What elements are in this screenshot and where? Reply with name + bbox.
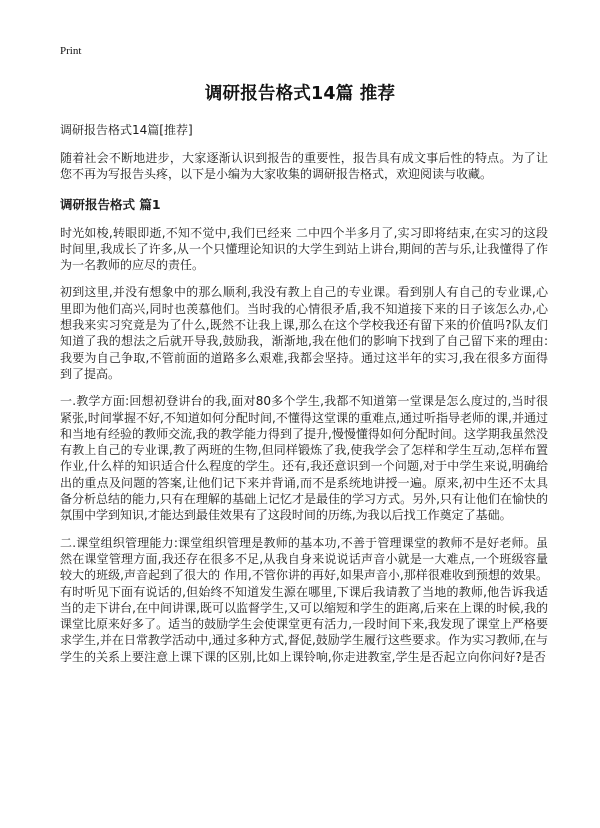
- document-body: [60, 122, 548, 676]
- body-paragraph: 二.课堂组织管理能力:课堂组织管理是教师的基本功,不善于管理课堂的教师不是好老师。虽然在课堂管理方面,我还存在很多不足,从我自身来说说话声音小就是一大难点,一个班级容量较大的班级,声音起到了很大的 作用,不管你讲的再好,如果声音小,那样很难收到预想的效果。有时听见下面有说话的,但始终不知道发生源在哪里,下课后我请教了当地的教师,他告诉我适当的走下讲台,在中间讲课,既可以监督学生,又可以缩短和学生的距离,后来在上课的时候,我的课堂比原来好多了。适当的鼓励学生会使课堂更有活力,一段时间下来,我发现了课堂上严格要求学生,并在日常教学活动中,通过多种方式,督促,鼓励学生履行这些要求。作为实习教师,在与学生的关系上要注意上课下课的区别,比如上课铃响,你走进教室,学生是否起立向你问好?是否: [60, 535, 548, 664]
- page-title: 调研报告格式14篇 推荐: [204, 84, 396, 104]
- print-link[interactable]: Print: [60, 45, 82, 57]
- document-subtitle: 调研报告格式14篇[推荐]: [60, 123, 193, 137]
- body-paragraph: 一.教学方面:回想初登讲台的我,面对80多个学生,我都不知道第一堂课是怎么度过的,当时很紧张,时间掌握不好,不知道如何分配时间,不懂得这堂课的重难点,通过听指导老师的课,并通过和当地有经验的教师交流,我的教学能力得到了提升,慢慢懂得如何分配时间。这学期我虽然没有教上自己的专业课,教了两班的生物,但同样锻炼了我,使我学会了怎样和学生互动,怎样布置作业,什么样的知识适合什么程度的学生。还有,我还意识到一个问题,对于中学生来说,明确给出的重点及问题的答案,让他们记下来并背诵,而不是系统地讲授一遍。原来,初中生还不太具备分析总结的能力,只有在理解的基础上记忆才是最佳的学习方式。另外,只有让他们在愉快的氛围中学到知识,才能达到最佳效果有了这段时间的历练,为我以后找工作奠定了基础。: [60, 394, 548, 523]
- intro-paragraph: 随着社会不断地进步，大家逐渐认识到报告的重要性，报告具有成文事后性的特点。为了让您不再为写报告头疼，以下是小编为大家收集的调研报告格式，欢迎阅读与收藏。: [60, 151, 548, 182]
- body-paragraph: 时光如梭,转眼即逝,不知不觉中,我们已经来 二中四个半多月了,实习即将结束,在实习的这段时间里,我成长了许多,从一个只懂理论知识的大学生到站上讲台,期间的苦与乐,让我懂得了作为一名教师的应尽的责任。: [60, 225, 548, 273]
- body-paragraph: 初到这里,并没有想象中的那么顺利,我没有教上自己的专业课。看到别人有自己的专业课,心里即为他们高兴,同时也羡慕他们。当时我的心情很矛盾,我不知道接下来的日子该怎么办,心想我来实习究竟是为了什么,既然不让我上课,那么在这个学校我还有留下来的价值吗?队友们知道了我的想法之后就开导我,鼓励我，渐渐地,我在他们的影响下找到了自己留下来的理由:我要为自己争取,不管前面的道路多么艰难,我都会坚持。通过这半年的实习,我在很多方面得到了提高。: [60, 285, 548, 381]
- section-heading: 调研报告格式 篇1: [60, 196, 161, 212]
